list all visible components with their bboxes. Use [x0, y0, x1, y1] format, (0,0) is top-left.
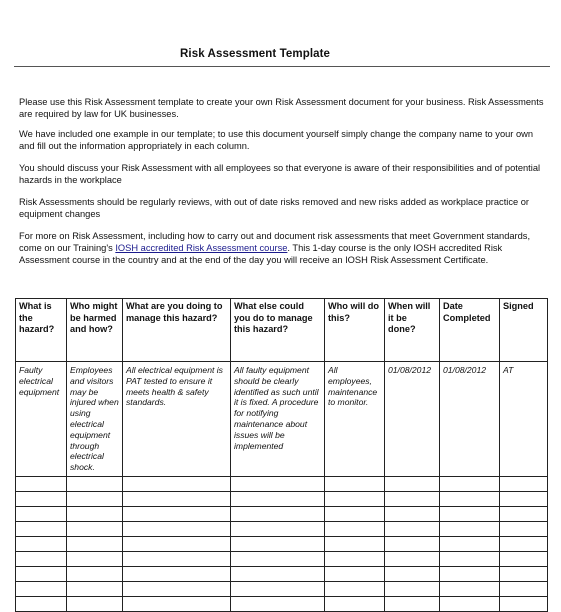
- example-paragraph: We have included one example in our template; to use this document yourself simply change the company name to your own and fill out the information appropriately in each column.: [19, 129, 534, 151]
- table-cell: 01/08/2012: [385, 362, 440, 477]
- discuss-paragraph: You should discuss your Risk Assessment with all employees so that everyone is aware of their responsibilities and of potential hazards in the workplace: [19, 163, 541, 185]
- example-row: [16, 362, 548, 477]
- table-cell: All faulty equipment should be clearly identified as such until it is fixed. A procedure for notifying maintenance about issues will be implemented: [231, 362, 325, 477]
- table-cell: All electrical equipment is PAT tested to ensure it meets health & safety standards.: [123, 362, 231, 477]
- header-further-action: What else could you do to manage this hazard?: [231, 299, 325, 362]
- empty-row: [16, 551, 548, 566]
- intro-paragraph: Please use this Risk Assessment template to create your own Risk Assessment document for your business. Risk Assessments are required by law for UK businesses.: [19, 97, 544, 119]
- empty-row: [16, 506, 548, 521]
- header-current-controls: What are you doing to manage this hazard?: [123, 299, 231, 362]
- document-title: Risk Assessment Template: [180, 48, 331, 60]
- empty-row: [16, 536, 548, 551]
- header-who-harmed: Who might be harmed and how?: [67, 299, 123, 362]
- more-info-text-before: For more on Risk Assessment, including how to carry out and document risk assessments that meet Government standards, come on our Training's: [19, 231, 531, 253]
- risk-assessment-table: [15, 298, 548, 612]
- header-when: When will it be done?: [385, 299, 440, 362]
- more-info-paragraph: [19, 230, 549, 266]
- review-paragraph: Risk Assessments should be regularly reviews, with out of date risks removed and new risks added as workplace practice or equipment changes: [19, 197, 530, 219]
- empty-row: [16, 491, 548, 506]
- empty-row: [16, 476, 548, 491]
- header-hazard: What is the hazard?: [16, 299, 67, 362]
- table-cell: Employees and visitors may be injured when using electrical equipment through electrical shock.: [67, 362, 123, 477]
- header-who: Who will do this?: [325, 299, 385, 362]
- table-cell: All employees, maintenance to monitor.: [325, 362, 385, 477]
- more-info-text-after: . This 1-day course is the only IOSH accredited Risk Assessment course in the country and at the end of the day you will receive an IOSH Risk Assessment Certificate.: [19, 243, 503, 265]
- empty-row: [16, 596, 548, 611]
- empty-row: [16, 521, 548, 536]
- title-divider: [14, 66, 550, 67]
- empty-row: [16, 581, 548, 596]
- header-row: [16, 299, 548, 362]
- empty-row: [16, 566, 548, 581]
- header-signed: Signed: [500, 299, 548, 362]
- iosh-course-link[interactable]: IOSH accredited Risk Assessment course: [115, 243, 288, 253]
- table-cell: 01/08/2012: [440, 362, 500, 477]
- header-date-completed: Date Completed: [440, 299, 500, 362]
- table-cell: AT: [500, 362, 548, 477]
- table-cell: Faulty electrical equipment: [16, 362, 67, 477]
